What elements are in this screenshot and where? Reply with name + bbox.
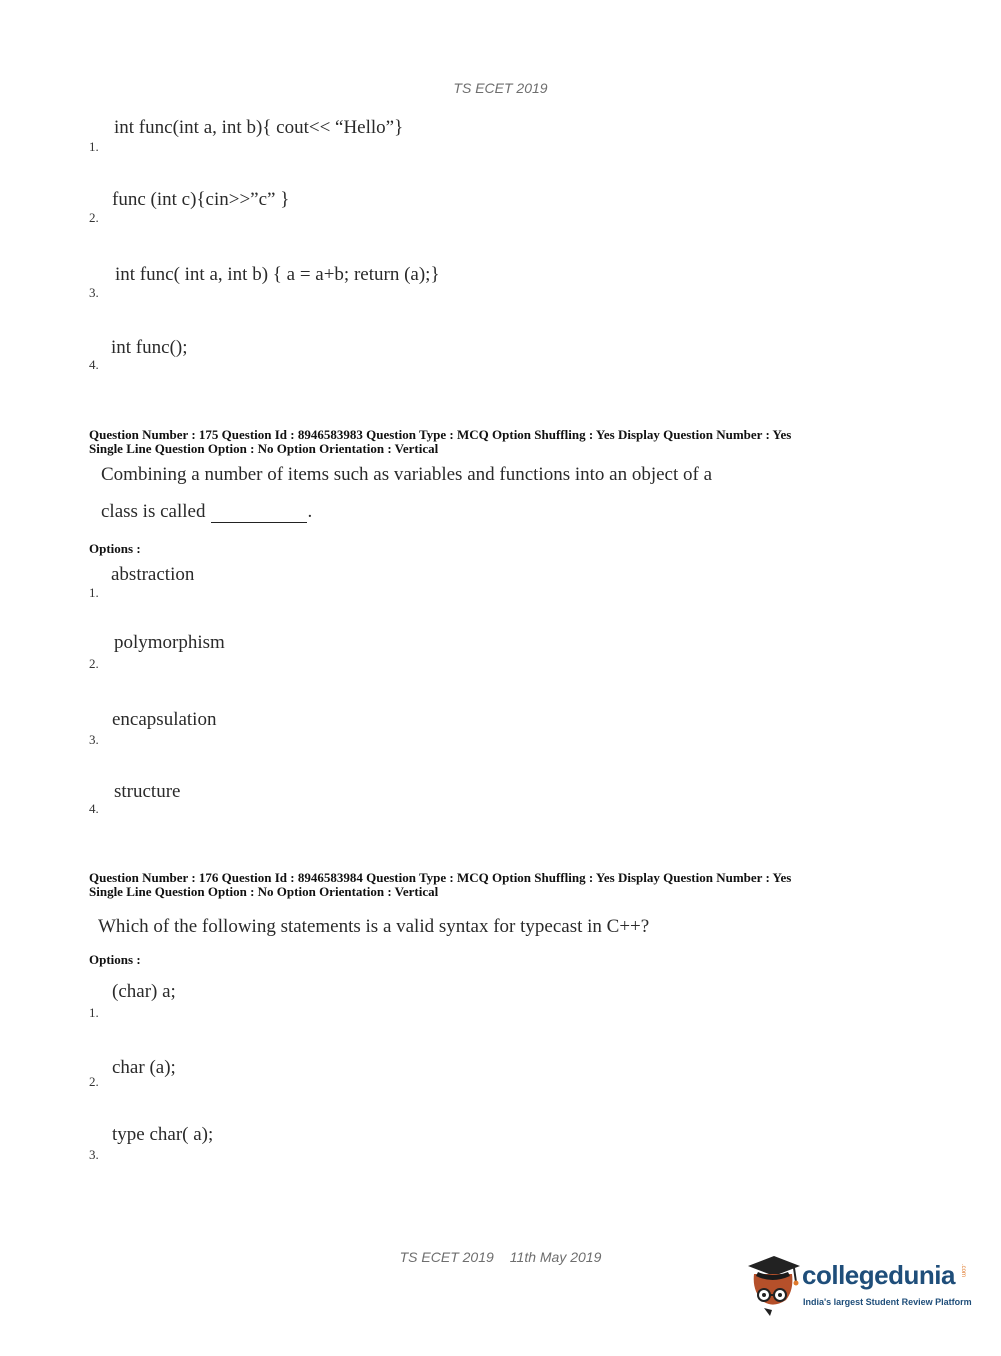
q176-option-1-number: 1. [89,1005,99,1020]
q176-question-text: Which of the following statements is a valid syntax for typecast in C++? [98,916,650,937]
q175-option-1-text: abstraction [111,564,195,585]
q176-option-2-text: char (a); [112,1057,176,1078]
q174-option-2-number: 2. [89,210,99,225]
brand-suffix: .com [960,1264,966,1278]
q174-option-1-number: 1. [89,139,99,154]
brand-name: collegedunia [802,1260,955,1290]
q175-question-line-1: Combining a number of items such as variables and functions into an object of a [101,464,713,485]
q176-option-3-text: type char( a); [112,1124,214,1145]
graduate-mascot-icon [742,1250,804,1320]
q175-option-3-number: 3. [89,732,99,747]
q175-question-text: class is called [101,501,206,522]
q175-option-3-text: encapsulation [112,709,217,730]
q176-option-1-text: (char) a; [112,981,176,1002]
q174-option-4-number: 4. [89,357,99,372]
q175-options-label: Options : [89,541,141,556]
q176-options-label: Options : [89,952,141,967]
brand-tagline: India's largest Student Review Platform [803,1297,972,1307]
q174-option-1-text: int func(int a, int b){ cout<< “Hello”} [114,117,404,138]
footer-date: 11th May 2019 [509,1249,602,1265]
q175-question-end: . [307,501,313,522]
q176-meta-line-1: Question Number : 176 Question Id : 8946583984 Question Type : MCQ Option Shuffling : Yes Display Question Number : Yes [89,870,792,885]
q174-option-4-text: int func(); [111,337,188,358]
q175-meta-line-1: Question Number : 175 Question Id : 8946583983 Question Type : MCQ Option Shuffling : Yes Display Question Number : Yes [89,427,792,442]
q176-option-2-number: 2. [89,1074,99,1089]
q174-option-3-number: 3. [89,285,99,300]
q175-option-4-number: 4. [89,801,99,816]
q175-option-4-text: structure [114,781,181,802]
q174-option-3-text: int func( int a, int b) { a = a+b; return (a);} [115,264,440,285]
q175-meta-line-2: Single Line Question Option : No Option Orientation : Vertical [89,441,439,456]
footer-exam: TS ECET 2019 [399,1249,494,1265]
q175-option-1-number: 1. [89,585,99,600]
collegedunia-logo [742,1250,972,1320]
q175-option-2-number: 2. [89,656,99,671]
q176-meta-line-2: Single Line Question Option : No Option Orientation : Vertical [89,884,439,899]
q174-option-2-text: func (int c){cin>>”c” } [112,189,290,210]
q175-option-2-text: polymorphism [114,632,225,653]
q175-question-line-2 [101,501,312,523]
answer-blank [211,504,307,523]
page-header: TS ECET 2019 [453,80,548,96]
q176-option-3-number: 3. [89,1147,99,1162]
